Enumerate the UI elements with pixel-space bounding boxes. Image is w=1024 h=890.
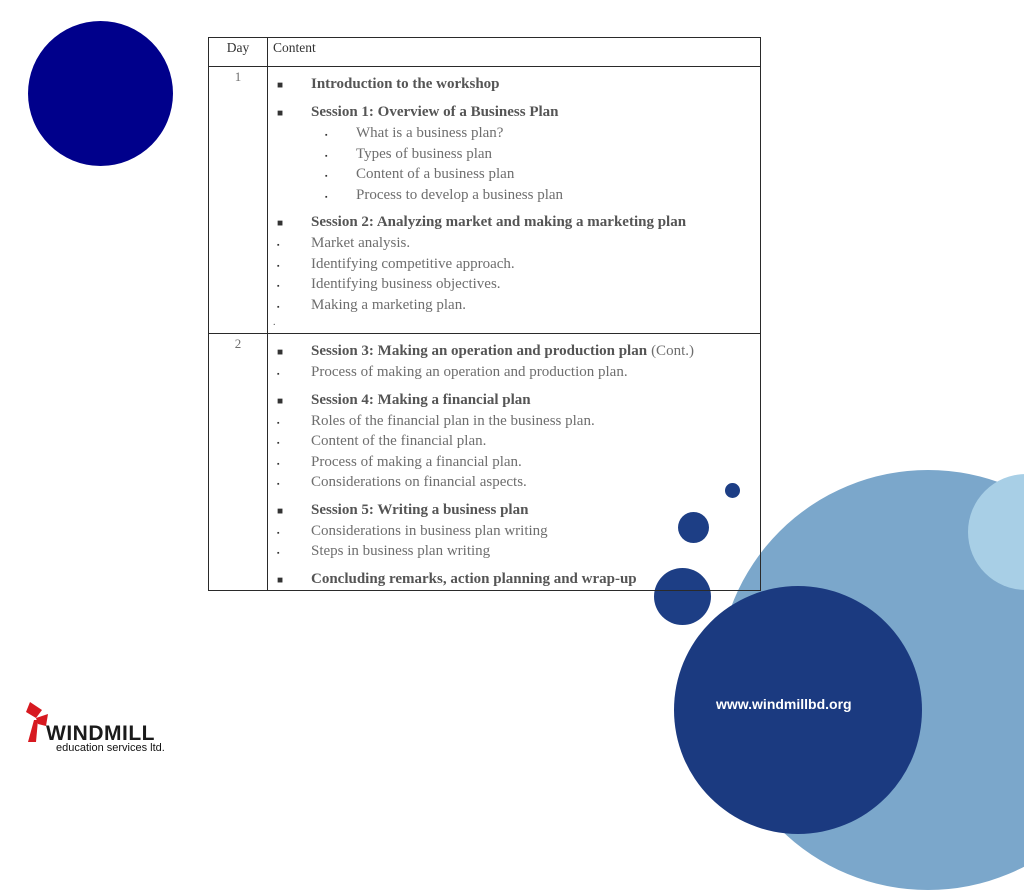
list-item	[272, 431, 756, 452]
session-heading	[272, 500, 756, 521]
square-bullet-icon: ■	[277, 347, 284, 358]
logo-wordmark: WINDMILL	[46, 722, 155, 745]
table-row	[209, 67, 761, 334]
list-item	[272, 295, 756, 316]
list-item-text: Content of the financial plan.	[311, 433, 487, 449]
list-item	[272, 452, 756, 473]
small-square-bullet-icon: ▪	[325, 172, 328, 180]
session-heading	[272, 212, 756, 233]
session-title: Session 1: Overview of a Business Plan	[311, 104, 559, 120]
list-item-text: Process to develop a business plan	[356, 186, 564, 203]
small-square-bullet-icon: ▪	[325, 192, 328, 201]
header-content: Content	[268, 38, 761, 67]
decorative-circle-navy	[28, 21, 173, 166]
website-url: www.windmillbd.org	[716, 696, 852, 712]
list-item-text: Identifying competitive approach.	[311, 255, 515, 272]
list-item-text: Content of a business plan	[356, 166, 515, 182]
list-item-text: Making a marketing plan.	[311, 296, 466, 313]
list-item-text: Considerations on financial aspects.	[311, 474, 527, 490]
session-title: Session 3: Making an operation and production plan	[311, 343, 648, 359]
session-heading	[272, 74, 756, 95]
list-item	[272, 123, 756, 144]
square-bullet-icon: ■	[277, 218, 284, 229]
header-day: Day	[209, 38, 268, 67]
session-block	[272, 500, 756, 562]
workshop-agenda-table	[208, 37, 761, 591]
list-item-text: What is a business plan?	[356, 125, 504, 141]
list-item-text: Steps in business plan writing	[311, 543, 491, 559]
logo-tagline: education services ltd.	[56, 742, 165, 754]
small-square-bullet-icon: ▪	[277, 302, 280, 311]
session-title: Session 4: Making a financial plan	[311, 391, 531, 408]
square-bullet-icon: ■	[277, 574, 284, 586]
list-item	[272, 144, 756, 165]
session-heading	[272, 569, 756, 590]
session-title: Concluding remarks, action planning and wrap-up	[311, 570, 637, 587]
small-square-bullet-icon: ▪	[277, 282, 280, 290]
session-title: Session 5: Writing a business plan	[311, 501, 529, 518]
small-square-bullet-icon: ▪	[277, 549, 280, 557]
session-block	[272, 390, 756, 493]
small-square-bullet-icon: ▪	[277, 459, 280, 468]
agenda-body	[209, 67, 761, 591]
day-number: 1	[209, 67, 268, 334]
list-item-text: Roles of the financial plan in the business plan.	[311, 412, 595, 429]
session-block	[272, 102, 756, 205]
small-square-bullet-icon: ▪	[277, 528, 280, 537]
list-item-text: Process of making an operation and production plan.	[311, 364, 628, 380]
session-title: Introduction to the workshop	[311, 76, 500, 92]
table-header-row	[209, 38, 761, 67]
square-bullet-icon: ■	[277, 80, 284, 91]
list-item	[272, 521, 756, 542]
small-square-bullet-icon: ▪	[277, 480, 280, 488]
list-item	[272, 541, 756, 562]
list-item	[272, 362, 756, 383]
list-item-text: Considerations in business plan writing	[311, 522, 548, 539]
small-square-bullet-icon: ▪	[277, 439, 280, 447]
session-block	[272, 341, 756, 383]
small-square-bullet-icon: ▪	[325, 151, 328, 160]
list-item	[272, 274, 756, 295]
square-bullet-icon: ■	[277, 505, 284, 517]
list-item	[272, 411, 756, 432]
session-block	[272, 212, 756, 315]
small-square-bullet-icon: ▪	[325, 131, 328, 139]
list-item-text: Identifying business objectives.	[311, 276, 501, 292]
windmill-logo	[24, 700, 174, 760]
list-item	[272, 164, 756, 185]
small-square-bullet-icon: ▪	[277, 418, 280, 427]
day-number: 2	[209, 334, 268, 591]
list-item	[272, 254, 756, 275]
day-content	[268, 334, 761, 591]
table-row	[209, 334, 761, 591]
list-item	[272, 472, 756, 493]
list-item-text: Market analysis.	[311, 235, 411, 251]
session-block	[272, 74, 756, 95]
session-suffix: (Cont.)	[651, 343, 694, 359]
day-content	[268, 67, 761, 334]
list-item-text: Process of making a financial plan.	[311, 453, 522, 470]
small-square-bullet-icon: ▪	[277, 241, 280, 249]
square-bullet-icon: ■	[277, 108, 284, 119]
small-square-bullet-icon: ▪	[277, 370, 280, 378]
small-square-bullet-icon: ▪	[277, 261, 280, 270]
list-item-text: Types of business plan	[356, 145, 493, 162]
session-block	[272, 569, 756, 590]
list-item	[272, 185, 756, 206]
square-bullet-icon: ■	[277, 395, 284, 407]
session-title: Session 2: Analyzing market and making a marketing plan	[311, 214, 687, 230]
session-heading	[272, 102, 756, 123]
session-heading	[272, 341, 756, 362]
list-item	[272, 233, 756, 254]
session-heading	[272, 390, 756, 411]
trailing-mark: .	[273, 317, 276, 328]
